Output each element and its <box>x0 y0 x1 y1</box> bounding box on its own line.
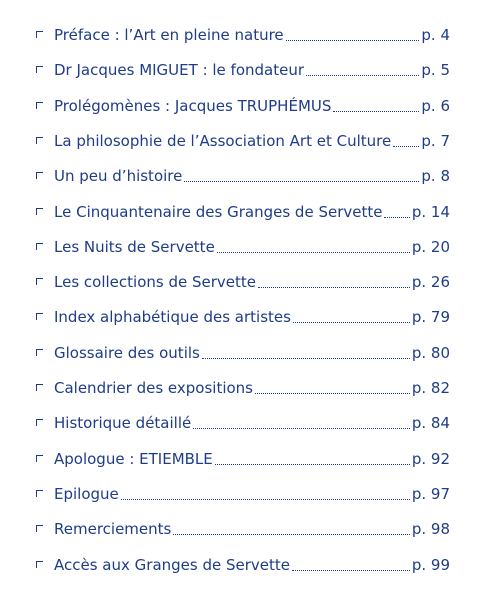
toc-entry-page: p. 4 <box>421 26 450 44</box>
dot-leader <box>173 534 410 535</box>
corner-bracket-icon <box>36 455 43 462</box>
toc-entry-page: p. 92 <box>411 449 450 468</box>
toc-entry-title: Apologue : ETIEMBLE <box>54 449 213 468</box>
toc-entry-title: Glossaire des outils <box>54 343 200 362</box>
toc-entry-page: p. 5 <box>421 61 450 80</box>
toc-entry[interactable] <box>0 378 481 402</box>
corner-bracket-icon <box>36 102 43 109</box>
corner-bracket-icon <box>36 172 43 179</box>
corner-bracket-icon <box>36 561 43 568</box>
toc-entry[interactable] <box>0 272 481 296</box>
toc-entry[interactable] <box>0 202 481 226</box>
toc-entry-title: Index alphabétique des artistes <box>54 308 291 327</box>
toc-entry-page: p. 14 <box>411 202 450 221</box>
corner-bracket-icon <box>36 490 43 497</box>
toc-entry[interactable] <box>0 555 481 579</box>
toc-entry-page: p. 79 <box>411 308 450 327</box>
toc-entry-page: p. 84 <box>411 414 450 433</box>
toc-entry[interactable] <box>0 25 481 49</box>
toc-entry[interactable] <box>0 519 481 543</box>
dot-leader <box>258 287 410 288</box>
toc-entry-page: p. 98 <box>411 520 450 539</box>
corner-bracket-icon <box>36 384 43 391</box>
dot-leader <box>384 217 410 218</box>
dot-leader <box>293 322 410 323</box>
dot-leader <box>184 181 419 182</box>
toc-entry[interactable] <box>0 96 481 120</box>
toc-entry[interactable] <box>0 484 481 508</box>
toc-entry-title: Le Cinquantenaire des Granges de Servette <box>54 202 383 221</box>
toc-entry-title: Dr Jacques MIGUET : le fondateur <box>54 61 305 80</box>
corner-bracket-icon <box>36 137 43 144</box>
toc-entry-page: p. 20 <box>411 237 450 256</box>
dot-leader <box>306 75 419 76</box>
toc-entry-page: p. 6 <box>421 96 450 115</box>
dot-leader <box>215 464 410 465</box>
dot-leader <box>393 146 419 147</box>
toc-entry-title: Accès aux Granges de Servette <box>54 555 291 574</box>
toc-entry-title: Prolégomènes : Jacques TRUPHÉMUS <box>54 96 332 115</box>
corner-bracket-icon <box>36 525 43 532</box>
toc-entry-page: p. 8 <box>421 167 450 186</box>
toc-entry[interactable] <box>0 131 481 155</box>
toc-entry-page: p. 97 <box>411 484 450 503</box>
toc-entry-page: p. 80 <box>411 343 450 362</box>
dot-leader <box>193 428 410 429</box>
toc-entry-title: Les collections de Servette <box>54 273 256 292</box>
toc-entry-page: p. 99 <box>411 555 450 574</box>
toc-entry-page: p. 82 <box>411 379 450 397</box>
dot-leader <box>217 252 410 253</box>
corner-bracket-icon <box>36 419 43 426</box>
toc-entry[interactable] <box>0 307 481 331</box>
corner-bracket-icon <box>36 31 43 38</box>
toc-entry-title: Calendrier des expositions <box>54 379 253 397</box>
toc-entry-page: p. 26 <box>411 273 450 292</box>
corner-bracket-icon <box>36 208 43 215</box>
toc-entry[interactable] <box>0 166 481 190</box>
toc-entry-title: Remerciements <box>54 520 172 539</box>
toc-entry-title: Un peu d’histoire <box>54 167 183 186</box>
corner-bracket-icon <box>36 313 43 320</box>
toc-entry-title: Epilogue <box>54 484 119 503</box>
toc-entry-title: Historique détaillé <box>54 414 192 433</box>
dot-leader <box>255 393 410 394</box>
dot-leader <box>292 570 410 571</box>
corner-bracket-icon <box>36 349 43 356</box>
toc-entry[interactable] <box>0 449 481 473</box>
toc-entry-title: Les Nuits de Servette <box>54 237 215 256</box>
toc-entry-page: p. 7 <box>421 131 450 150</box>
corner-bracket-icon <box>36 243 43 250</box>
toc-entry[interactable] <box>0 60 481 84</box>
toc-entry-title: La philosophie de l’Association Art et Culture <box>54 131 392 150</box>
dot-leader <box>286 40 419 41</box>
toc-entry[interactable] <box>0 343 481 367</box>
dot-leader <box>121 499 410 500</box>
dot-leader <box>202 358 410 359</box>
toc-entry[interactable] <box>0 413 481 437</box>
dot-leader <box>333 111 419 112</box>
corner-bracket-icon <box>36 278 43 285</box>
corner-bracket-icon <box>36 66 43 73</box>
toc-entry[interactable] <box>0 237 481 261</box>
toc-entry-title: Préface : l’Art en pleine nature <box>54 26 284 44</box>
